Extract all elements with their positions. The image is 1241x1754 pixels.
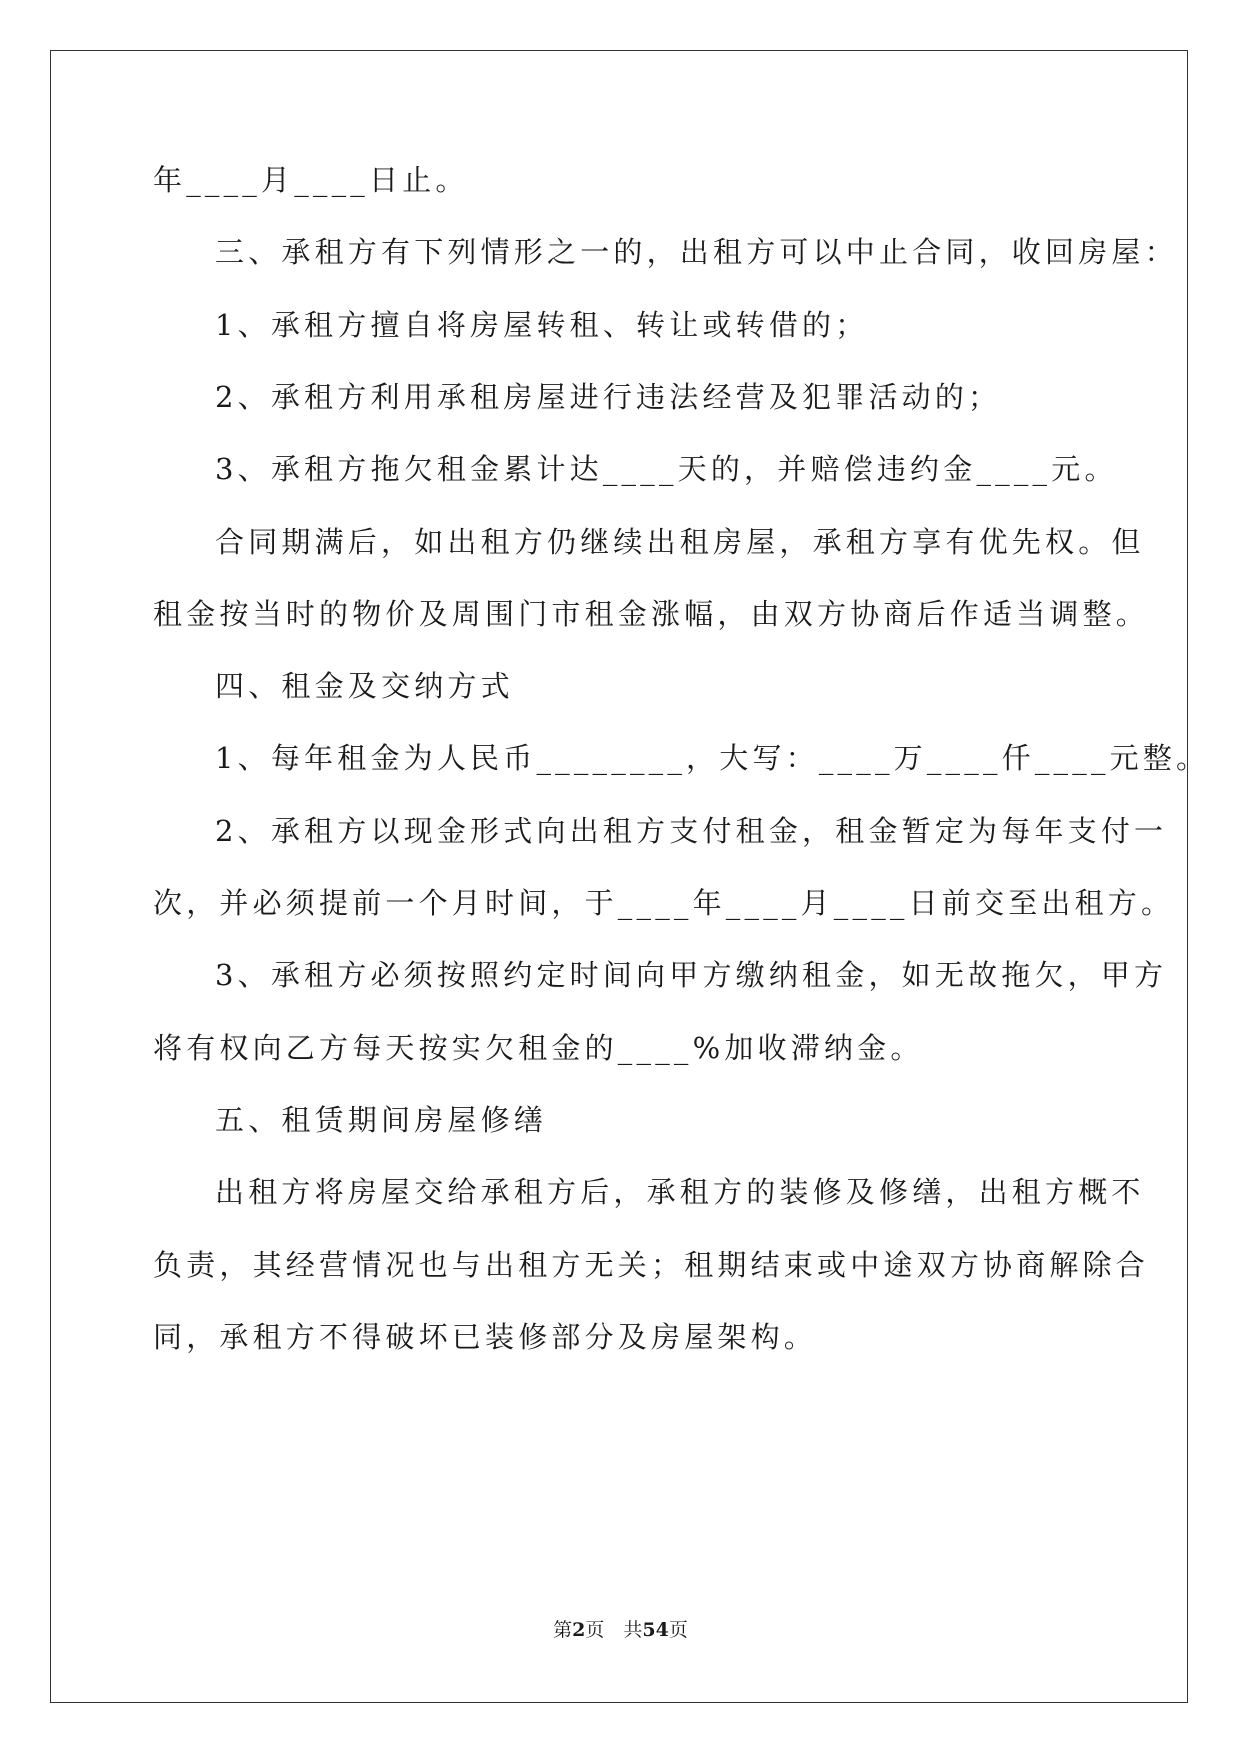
footer-suffix: 页 [668, 1619, 688, 1641]
footer-prefix: 第 [553, 1619, 573, 1641]
footer-mid: 页 共 [585, 1619, 643, 1641]
list-item: 2、承租方利用承租房屋进行违法经营及犯罪活动的； [215, 380, 1002, 414]
section-heading: 四、租金及交纳方式 [215, 669, 514, 703]
current-page-number: 2 [572, 1619, 586, 1641]
list-item: 2、承租方以现金形式向出租方支付租金，租金暂定为每年支付一 [215, 814, 1168, 848]
total-page-number: 54 [642, 1619, 669, 1641]
section-heading: 三、承租方有下列情形之一的，出租方可以中止合同，收回房屋： [215, 235, 1178, 269]
list-item: 3、承租方必须按照约定时间向甲方缴纳租金，如无故拖欠，甲方 [215, 958, 1168, 992]
paragraph-line: 将有权向乙方每天按实欠租金的____%加收滞纳金。 [153, 1031, 924, 1065]
paragraph-line: 租金按当时的物价及周围门市租金涨幅，由双方协商后作适当调整。 [153, 597, 1150, 631]
list-item: 1、承租方擅自将房屋转租、转让或转借的； [215, 308, 869, 342]
list-item: 1、每年租金为人民币________，大写：____万____仟____元整。 [215, 741, 1210, 775]
paragraph-line: 出租方将房屋交给承租方后，承租方的装修及修缮，出租方概不 [215, 1175, 1145, 1209]
section-heading: 五、租赁期间房屋修缮 [215, 1103, 548, 1137]
paragraph-line: 负责，其经营情况也与出租方无关；租期结束或中途双方协商解除合 [153, 1248, 1150, 1282]
text-line: 年____月____日止。 [153, 163, 469, 197]
paragraph-line: 合同期满后，如出租方仍继续出租房屋，承租方享有优先权。但 [215, 525, 1145, 559]
paragraph-line: 次，并必须提前一个月时间，于____年____月____日前交至出租方。 [153, 886, 1175, 920]
paragraph-line: 同，承租方不得破坏已装修部分及房屋架构。 [153, 1320, 818, 1354]
page-border [50, 50, 1188, 1703]
list-item: 3、承租方拖欠租金累计达____天的，并赔偿违约金____元。 [215, 452, 1118, 486]
page-footer [0, 1618, 1241, 1642]
